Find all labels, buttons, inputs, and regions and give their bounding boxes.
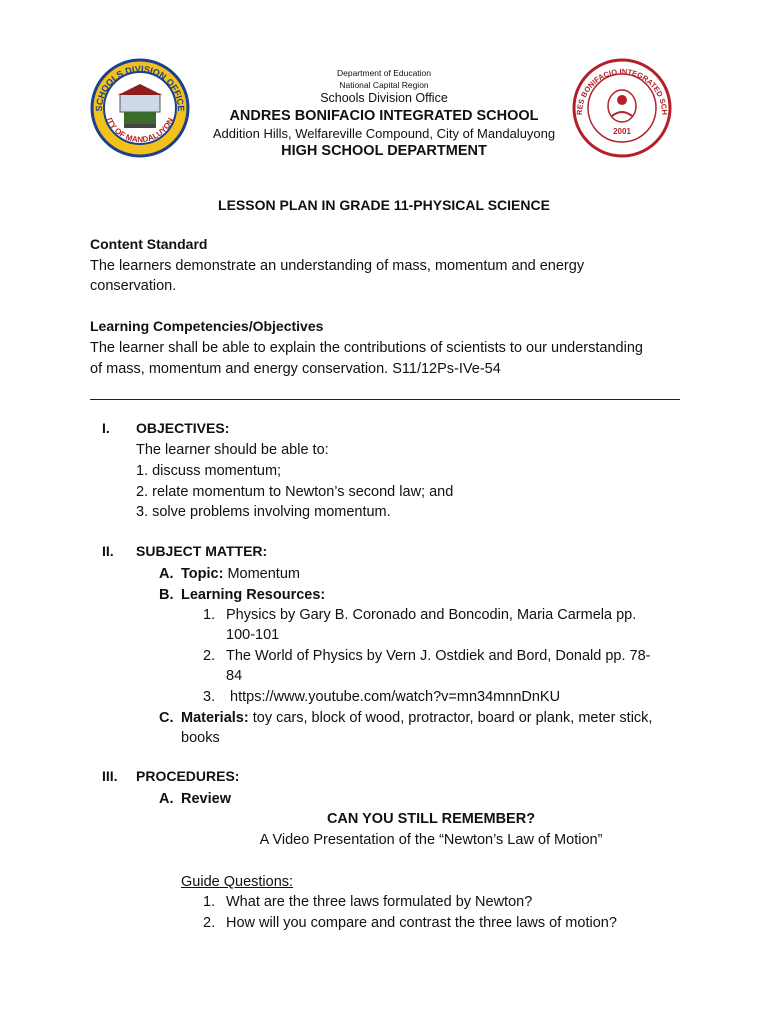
department-name: HIGH SCHOOL DEPARTMENT: [281, 143, 487, 159]
objectives-intro: The learner should be able to:: [136, 442, 329, 458]
resource-number: 1.: [203, 607, 216, 623]
question-text: What are the three laws formulated by Newton?: [226, 894, 533, 910]
svg-text:2001: 2001: [613, 127, 631, 136]
resource-line: Physics by Gary B. Coronado and Boncodin, Maria Carmela pp.: [226, 607, 637, 623]
resource-number: 3.: [203, 689, 216, 705]
activity-title: CAN YOU STILL REMEMBER?: [326, 811, 536, 827]
resources-label: B.: [159, 587, 174, 603]
objectives-heading: OBJECTIVES:: [136, 420, 230, 436]
question-number: 2.: [203, 915, 216, 931]
materials-value: toy cars, block of wood, protractor, board or plank, meter stick,: [248, 710, 653, 726]
question-number: 1.: [203, 894, 216, 910]
svg-text:CITY OF MANDALUYONG: ITY OF MANDALUYON: [104, 116, 176, 145]
header-region: National Capital Region: [339, 80, 429, 90]
svg-text:SCHOOLS DIVISION OFFICE: SCHOOLS DIVISION OFFICE: [93, 63, 187, 112]
content-standard-line-1: The learners demonstrate an understanding of mass, momentum and energy: [90, 258, 585, 274]
resource-link[interactable]: https://www.youtube.com/watch?v=mn34mnnDnKU: [226, 689, 561, 705]
materials-label: C.: [159, 710, 174, 726]
topic-key: Topic:: [181, 566, 224, 582]
materials-line: [181, 708, 652, 728]
procedures-heading: PROCEDURES:: [136, 768, 240, 784]
section-divider: [90, 399, 680, 400]
resource-line: 84: [226, 668, 243, 684]
topic-line: [181, 564, 300, 584]
question-text: How will you compare and contrast the three laws of motion?: [226, 915, 617, 931]
competencies-line-2: of mass, momentum and energy conservation. S11/12Ps-IVe-54: [90, 361, 501, 377]
school-name: ANDRES BONIFACIO INTEGRATED SCHOOL: [229, 108, 539, 124]
competencies-heading: Learning Competencies/Objectives: [90, 318, 324, 334]
objectives-numeral: I.: [102, 420, 110, 436]
header-dept: Department of Education: [336, 68, 432, 78]
content-standard-line-2: conservation.: [90, 278, 177, 294]
svg-text:ANDRES BONIFACIO INTEGRATED SC: RES BONIFACIO INTEGRATED SCH: [574, 66, 670, 116]
review-key: Review: [181, 791, 231, 807]
content-standard-heading: Content Standard: [90, 236, 208, 252]
objective-item: 2. relate momentum to Newton’s second law; and: [136, 484, 454, 500]
topic-value: Momentum: [223, 566, 300, 582]
activity-subtitle: A Video Presentation of the “Newton’s Law of Motion”: [259, 832, 603, 848]
materials-line-2: books: [181, 730, 220, 746]
header-office: Schools Division Office: [320, 91, 448, 105]
review-label: A.: [159, 791, 174, 807]
procedures-numeral: III.: [102, 768, 118, 784]
resource-number: 2.: [203, 648, 216, 664]
page-title: LESSON PLAN IN GRADE 11-PHYSICAL SCIENCE: [218, 197, 550, 213]
competencies-line-1: The learner shall be able to explain the contributions of scientists to our understanding: [90, 340, 643, 356]
guide-questions-heading: Guide Questions:: [181, 874, 294, 890]
resource-line: 100-101: [226, 627, 280, 643]
resources-key: Learning Resources:: [181, 587, 326, 603]
objective-item: 3. solve problems involving momentum.: [136, 504, 391, 520]
subject-matter-heading: SUBJECT MATTER:: [136, 543, 268, 559]
subject-matter-numeral: II.: [102, 543, 114, 559]
resource-line: The World of Physics by Vern J. Ostdiek and Bord, Donald pp. 78-: [226, 648, 651, 664]
topic-label: A.: [159, 566, 174, 582]
objective-item: 1. discuss momentum;: [136, 463, 282, 479]
school-address: Addition Hills, Welfareville Compound, City of Mandaluyong: [212, 126, 556, 141]
materials-key: Materials:: [181, 710, 249, 726]
